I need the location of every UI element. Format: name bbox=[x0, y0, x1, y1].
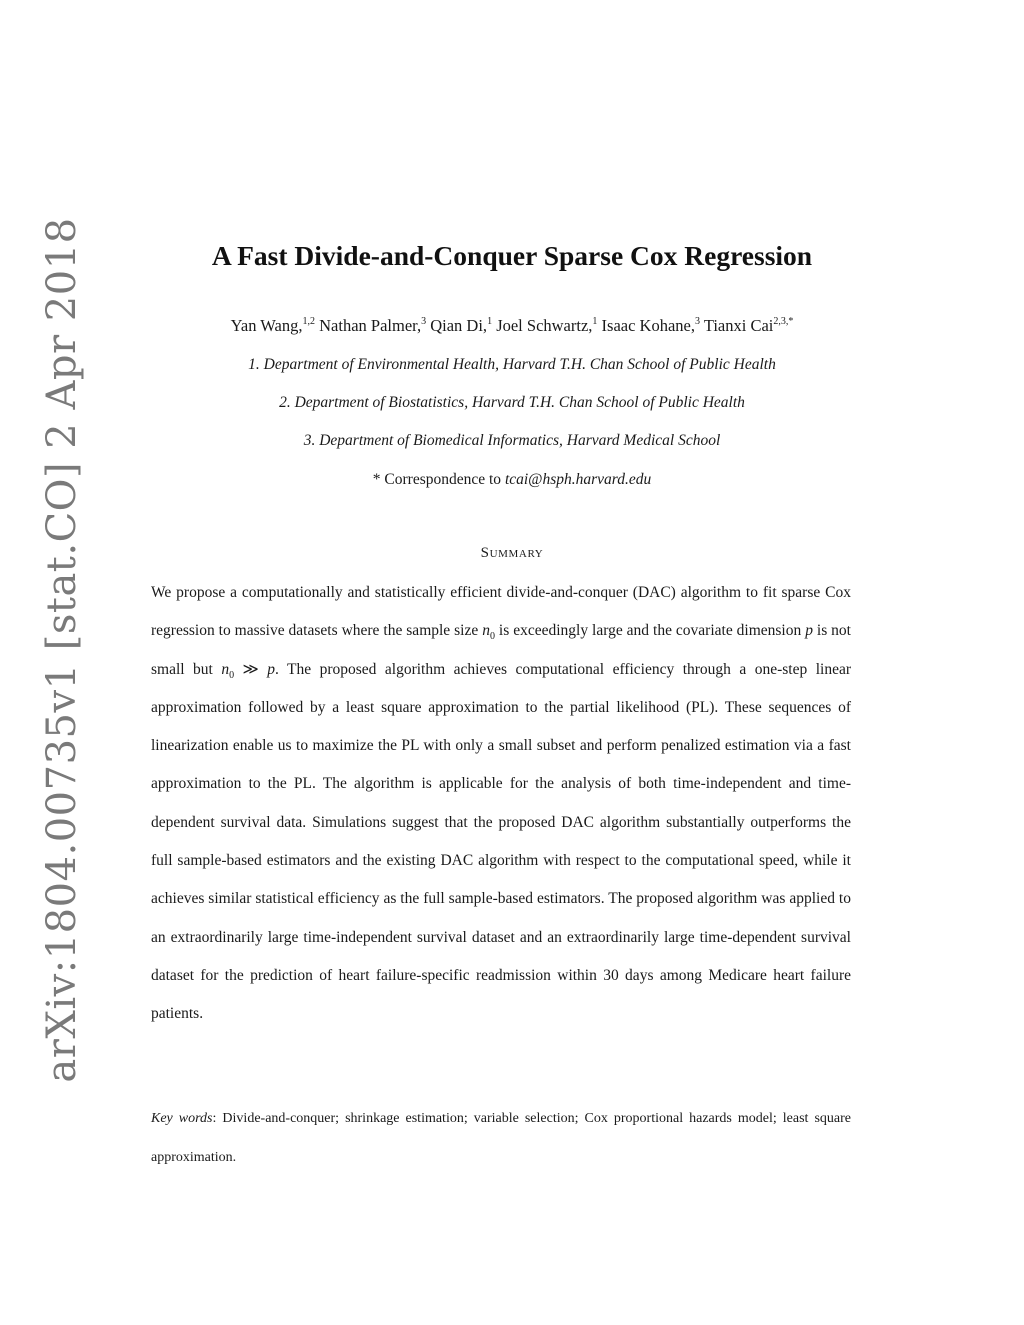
affiliation-3: 3. Department of Biomedical Informatics, Harvard Medical School bbox=[303, 432, 721, 449]
correspondence-prefix: * Correspondence to bbox=[372, 471, 502, 488]
author-name: Tianxi Cai bbox=[703, 316, 774, 335]
correspondence-email[interactable]: tcai@hsph.harvard.edu bbox=[504, 471, 652, 488]
math-p: p bbox=[267, 660, 275, 678]
author-affiliation-mark: 1 bbox=[592, 316, 598, 327]
author-name: Joel Schwartz, bbox=[496, 316, 593, 335]
math-much-greater: ≫ bbox=[234, 660, 268, 678]
math-n0: $n_0$ bbox=[482, 622, 495, 643]
author-affiliation-mark: 2,3,* bbox=[773, 316, 794, 327]
author-affiliation-mark: 1,2 bbox=[302, 316, 315, 327]
author-affiliation-mark: 1 bbox=[487, 316, 493, 327]
keywords-text: : Divide-and-conquer; shrinkage estimation; variable selection; Cox proportional hazards model; least square approximation. bbox=[151, 1111, 852, 1165]
abstract-paragraph bbox=[151, 574, 851, 1034]
author-name: Yan Wang, bbox=[230, 316, 303, 335]
author-affiliation-mark: 3 bbox=[695, 316, 700, 327]
author-name: Isaac Kohane, bbox=[601, 316, 695, 335]
summary-heading: Summary bbox=[480, 545, 544, 561]
math-n0: $n_0$ bbox=[221, 660, 235, 681]
author-name: Qian Di, bbox=[430, 316, 488, 335]
author-list bbox=[0, 316, 1024, 336]
author-name: Nathan Palmer, bbox=[319, 316, 422, 335]
keywords-label: Key words bbox=[151, 1111, 213, 1126]
correspondence-line bbox=[0, 471, 1024, 489]
affiliation-2: 2. Department of Biostatistics, Harvard T.H. Chan School of Public Health bbox=[279, 394, 745, 411]
paper-title: A Fast Divide-and-Conquer Sparse Cox Regression bbox=[211, 240, 813, 271]
affiliation-1: 1. Department of Environmental Health, Harvard T.H. Chan School of Public Health bbox=[248, 356, 776, 373]
arxiv-identifier: arXiv:1804.00735v1 [stat.CO] 2 Apr 2018 bbox=[39, 217, 85, 1083]
abstract-text: is exceedingly large and the covariate dimension bbox=[494, 622, 806, 640]
keywords-paragraph bbox=[151, 1100, 851, 1177]
abstract-text: . The proposed algorithm achieves computational efficiency through a one-step linear approximation followed by a least square approximation to the partial likelihood (PL). These sequences of linearization enable us to maximize the PL with only a small subset and perform penalized estimation via a fast approximation to the PL. The algorithm is applicable for the analysis of both time-independent and time-dependent survival data. Simulations suggest that the proposed DAC algorithm substantially outperforms the full sample-based estimators and the existing DAC algorithm with respect to the computational speed, while it achieves similar statistical efficiency as the full sample-based estimators. The proposed algorithm was applied to an extraordinarily large time-independent survival dataset and an extraordinarily large time-dependent survival dataset for the prediction of heart failure-specific readmission within 30 days among Medicare heart failure patients. bbox=[151, 660, 851, 1023]
author-affiliation-mark: 3 bbox=[421, 316, 427, 327]
math-p: p bbox=[805, 622, 813, 640]
abstract-text: is not small but bbox=[151, 622, 851, 678]
abstract-text: We propose a computationally and statistically efficient divide-and-conquer (DAC) algorithm to fit sparse Cox regression to massive datasets where the sample size bbox=[151, 584, 851, 640]
